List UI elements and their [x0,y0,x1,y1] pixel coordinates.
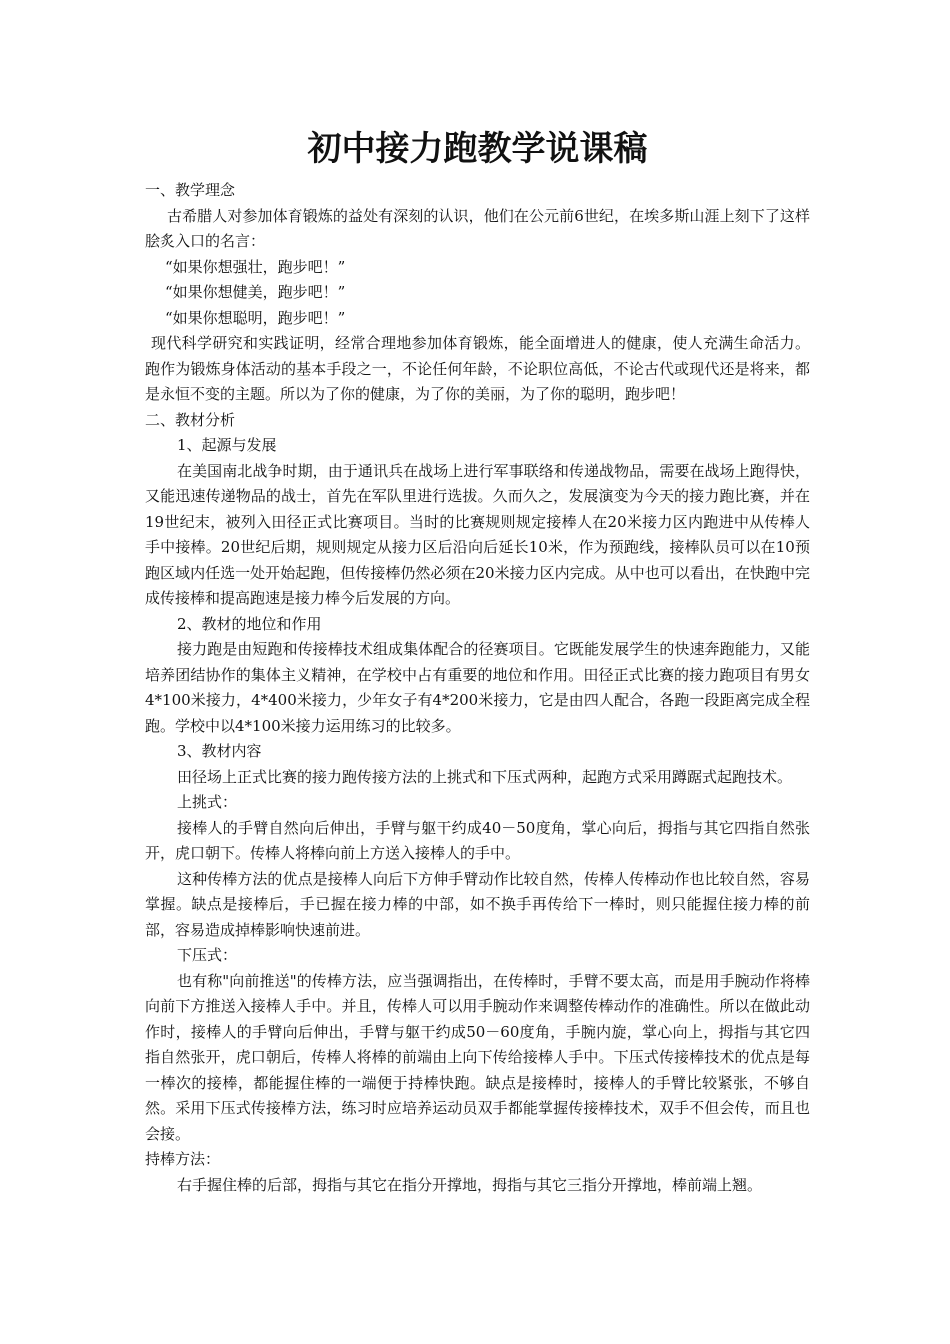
paragraph-greek-motto-intro: 古希腊人对参加体育锻炼的益处有深刻的认识，他们在公元前6世纪，在埃多斯山涯上刻下了这样脍炙入口的名言： [145,206,810,250]
paragraph-lower-pass: 也有称"向前推送"的传棒方法，应当强调指出，在传棒时，手臂不要太高，而是用手腕动作将棒向前下方推送入接棒人手中。并且，传棒人可以用手腕动作来调整传棒动作的准确性。所以在做此动作时，接棒人的手臂向后伸出，手臂与躯干约成50－60度角，手腕内旋，掌心向上，拇指与其它四指自然张开，虎口朝后，传棒人将棒的前端由上向下传给接棒人手中。下压式传接棒技术的优点是每一棒次的接棒，都能握住棒的一端便于持棒快跑。缺点是接棒时，接棒人的手臂比较紧张，不够自然。采用下压式传接棒方法，练习时应培养运动员双手都能掌握传接棒技术，双手不但会传，而且也会接。 [145,971,810,1143]
subheading-holding-method: 持棒方法： [145,1150,221,1168]
subheading-origin: 1、起源与发展 [177,436,277,454]
paragraph-role: 接力跑是由短跑和传接棒技术组成集体配合的径赛项目。它既能发展学生的快速奔跑能力，又能培养团结协作的集体主义精神，在学校中占有重要的地位和作用。田径正式比赛的接力跑项目有男女4*100米接力，4*400米接力，少年女子有4*200米接力，它是由四人配合，各跑一段距离完成全程跑。学校中以4*100米接力运用练习的比较多。 [145,640,810,735]
subheading-upper-pass: 上挑式： [177,793,238,811]
paragraph-origin: 在美国南北战争时期，由于通讯兵在战场上进行军事联络和传递战物品，需要在战场上跑得快，又能迅速传递物品的战士，首先在军队里进行选拔。久而久之，发展演变为今天的接力跑比赛，并在19世纪末，被列入田径正式比赛项目。当时的比赛规则规定接棒人在20米接力区内跑进中从传棒人手中接棒。20世纪后期，规则规定从接力区后沿向后延长10米，作为预跑线，接棒队员可以在10预跑区域内任选一处开始起跑，但传接棒仍然必须在20米接力区内完成。从中也可以看出，在快跑中完成传接棒和提高跑速是接力棒今后发展的方向。 [145,461,810,607]
section-heading-teaching-philosophy: 一、教学理念 [145,181,236,199]
subheading-role: 2、教材的地位和作用 [177,614,322,633]
paragraph-holding-method: 右手握住棒的后部，拇指与其它在指分开撑地，拇指与其它三指分开撑地，棒前端上翘。 [177,1175,763,1194]
paragraph-content: 田径场上正式比赛的接力跑传接方法的上挑式和下压式两种，起跑方式采用蹲踞式起跑技术。 [177,767,793,786]
section-heading-material-analysis: 二、教材分析 [145,410,236,429]
document-page [145,124,810,1198]
paragraph-modern-science: 现代科学研究和实践证明，经常合理地参加体育锻炼，能全面增进人的健康，使人充满生命活力。跑作为锻炼身体活动的基本手段之一，不论任何年龄，不论职位高低，不论古代或现代还是将来，都是永恒不变的主题。所以为了你的健康，为了你的美丽，为了你的聪明，跑步吧！ [145,334,810,403]
quote-strong: “如果你想强壮，跑步吧！” [165,257,346,276]
subheading-lower-pass: 下压式： [177,946,238,964]
quote-fit: “如果你想健美，跑步吧！” [165,283,346,301]
paragraph-upper-pass-evaluation: 这种传棒方法的优点是接棒人向后下方伸手臂动作比较自然，传棒人传棒动作也比较自然，容易掌握。缺点是接棒后，手已握在接力棒的中部，如不换手再传给下一棒时，则只能握住接力棒的前部，容易造成掉棒影响快速前进。 [145,869,810,939]
quote-smart: “如果你想聪明，跑步吧！” [165,308,346,327]
paragraph-upper-pass-method: 接棒人的手臂自然向后伸出，手臂与躯干约成40－50度角，掌心向后，拇指与其它四指自然张开，虎口朝下。传棒人将棒向前上方送入接棒人的手中。 [145,818,810,862]
subheading-content: 3、教材内容 [177,742,262,760]
document-title: 初中接力跑教学说课稿 [307,129,648,169]
